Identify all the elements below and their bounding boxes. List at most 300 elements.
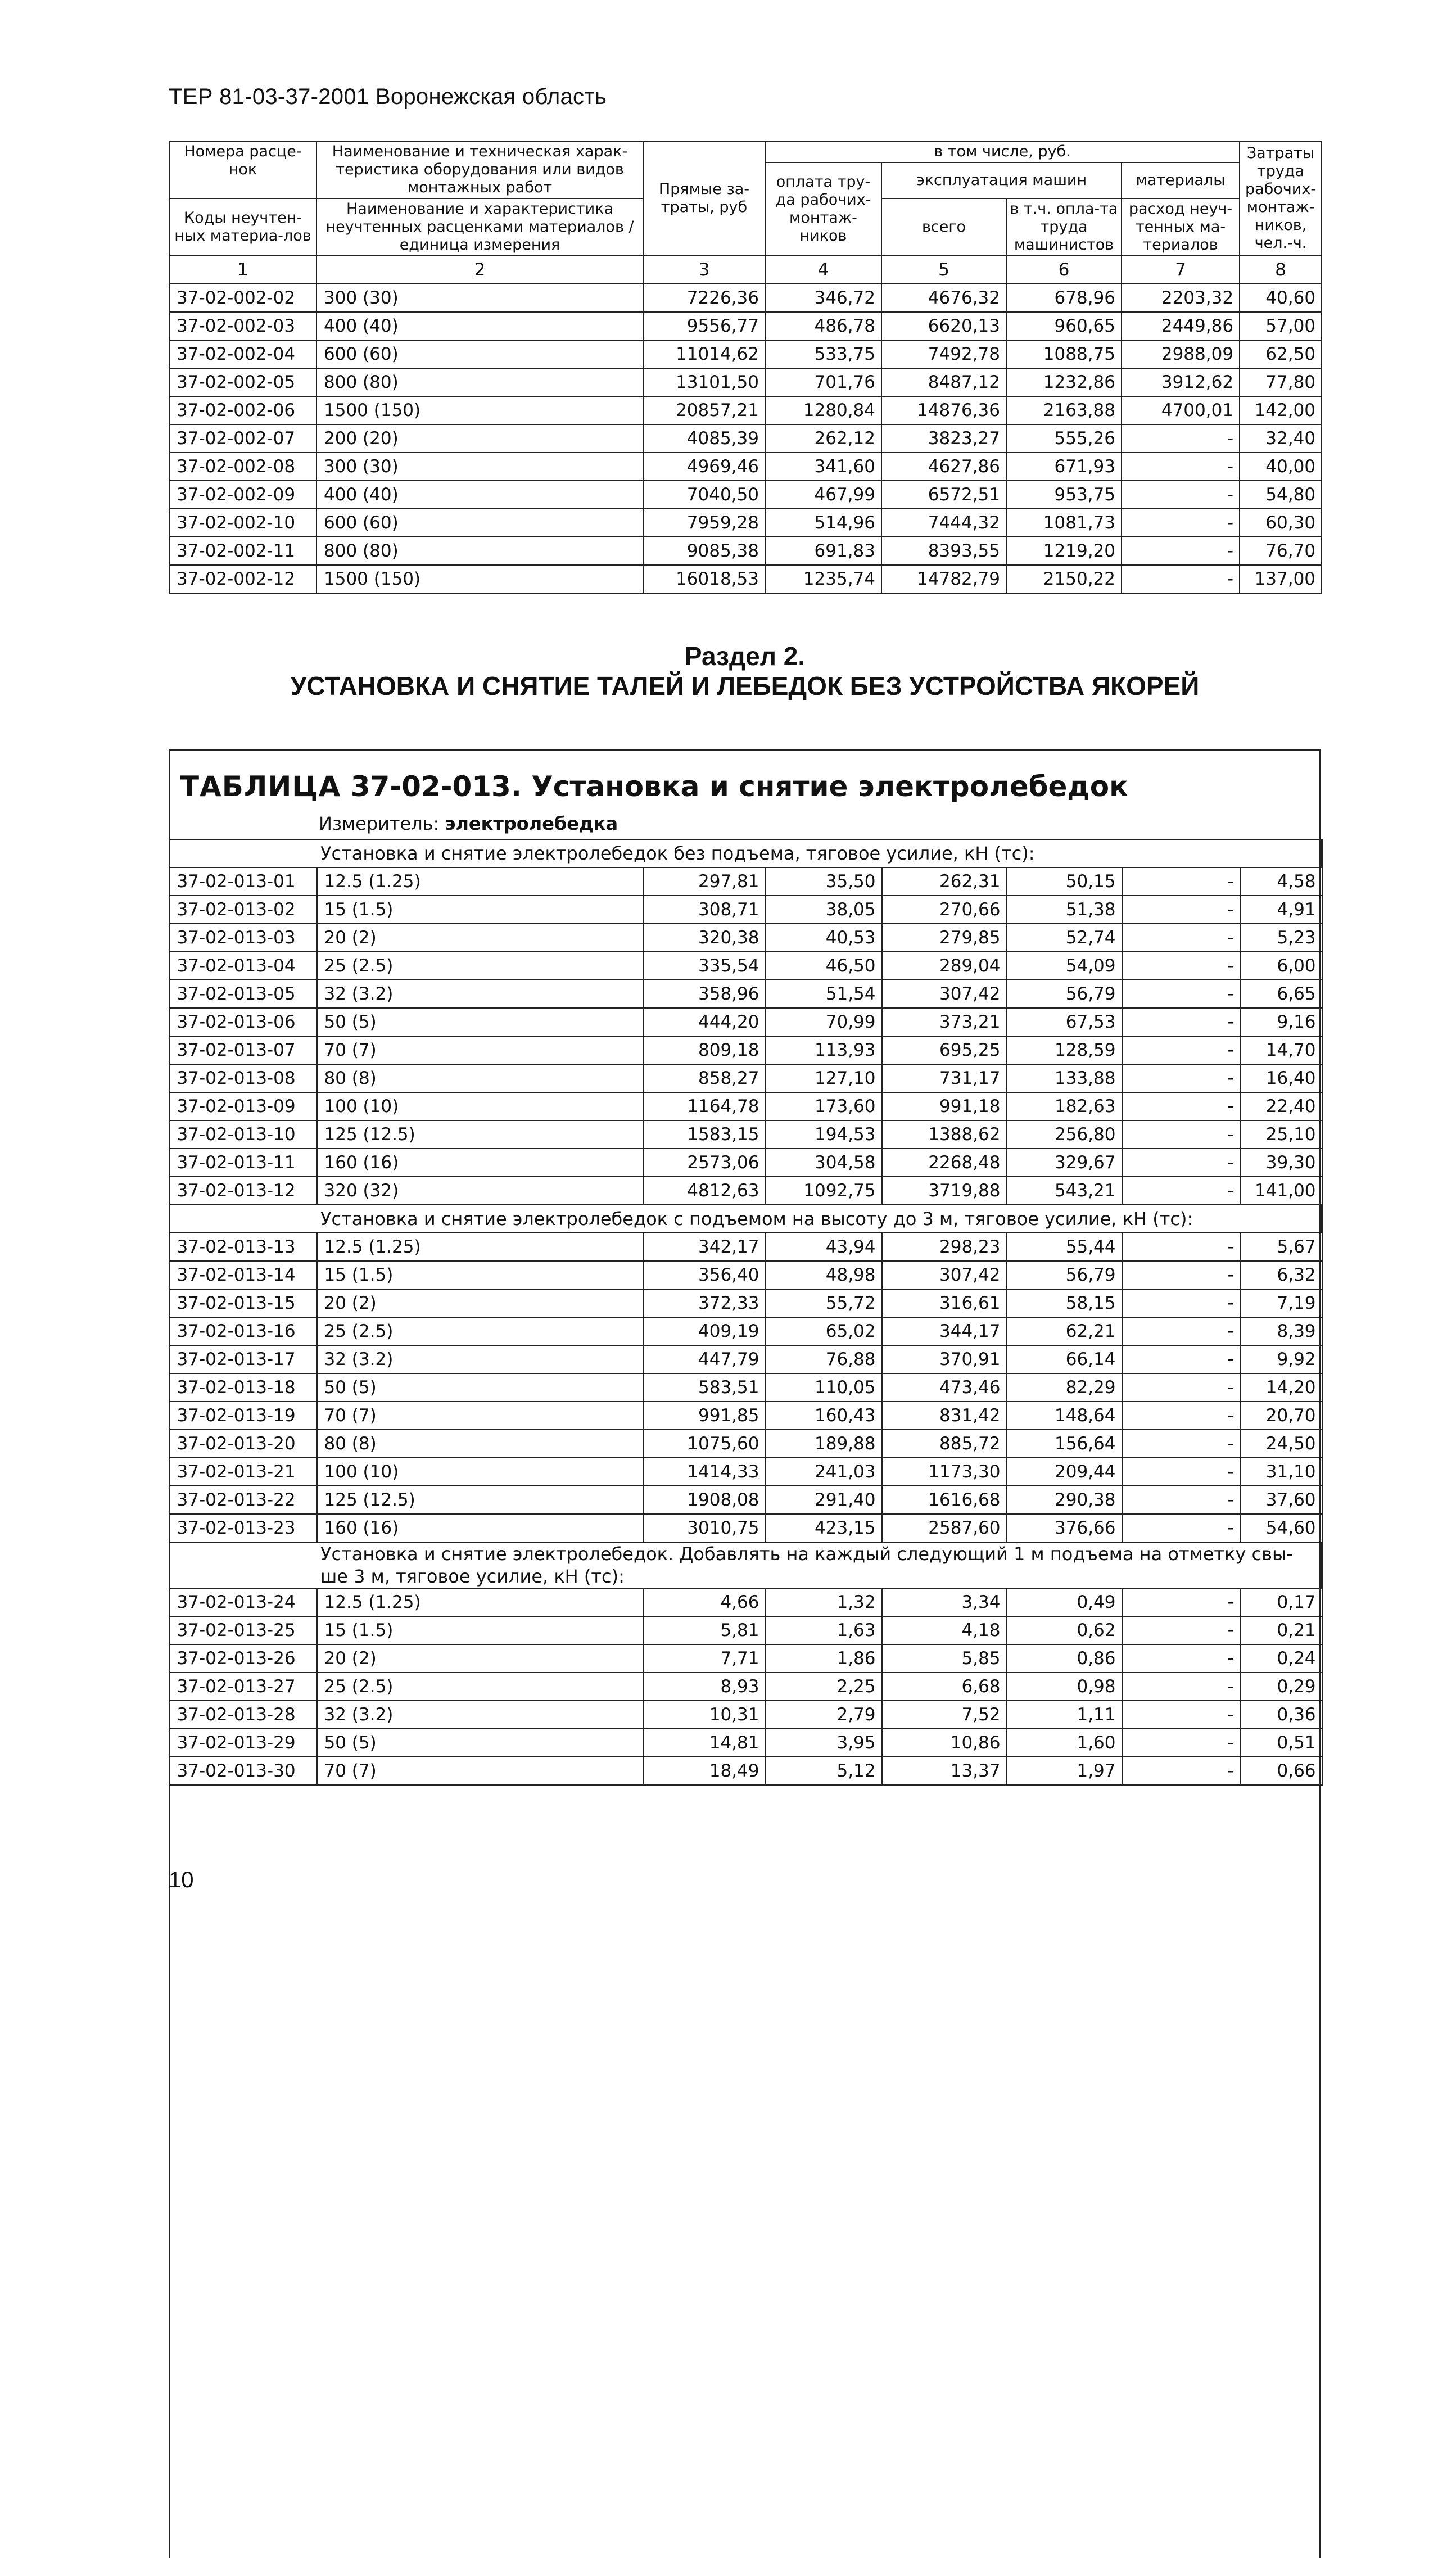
direct-cost-cell: 4,66: [644, 1588, 766, 1616]
direct-cost-cell: 7226,36: [643, 284, 765, 312]
item-name-cell: 15 (1.5): [317, 1616, 644, 1644]
rate-code-cell: 37-02-013-25: [170, 1616, 317, 1644]
machinist-pay-cell: 66,14: [1007, 1345, 1122, 1373]
materials-cost-cell: -: [1122, 1588, 1240, 1616]
labor-cost-cell: 76,88: [766, 1345, 882, 1373]
direct-cost-cell: 9085,38: [643, 537, 765, 565]
labor-hours-cell: 0,29: [1240, 1673, 1322, 1701]
column-number: 2: [316, 256, 643, 284]
item-name-cell: 12.5 (1.25): [317, 1233, 644, 1261]
machines-total-cell: 10,86: [882, 1729, 1007, 1757]
machines-total-cell: 4627,86: [881, 453, 1006, 481]
direct-cost-cell: 991,85: [644, 1402, 766, 1430]
header-material-codes: Коды неучтен-ных материа-лов: [169, 198, 316, 256]
group-header-row: [170, 1205, 1322, 1233]
machinist-pay-cell: 182,63: [1007, 1092, 1122, 1120]
labor-hours-cell: 40,60: [1240, 284, 1322, 312]
item-name-cell: 600 (60): [316, 509, 643, 537]
machinist-pay-cell: 67,53: [1007, 1008, 1122, 1036]
group-title: Установка и снятие электролебедок с подъемом на высоту до 3 м, тяговое усилие, кН (тс):: [170, 1205, 1322, 1233]
labor-hours-cell: 57,00: [1240, 312, 1322, 340]
direct-cost-cell: 2573,06: [644, 1149, 766, 1177]
labor-hours-cell: 141,00: [1240, 1177, 1322, 1205]
labor-hours-cell: 7,19: [1240, 1289, 1322, 1317]
labor-cost-cell: 1280,84: [765, 396, 881, 424]
direct-cost-cell: 11014,62: [643, 340, 765, 368]
rate-code-cell: 37-02-002-11: [169, 537, 316, 565]
labor-cost-cell: 173,60: [766, 1092, 882, 1120]
direct-cost-cell: 447,79: [644, 1345, 766, 1373]
machines-total-cell: 1616,68: [882, 1486, 1007, 1514]
labor-cost-cell: 1235,74: [765, 565, 881, 593]
table-row: [170, 1588, 1322, 1616]
item-name-cell: 125 (12.5): [317, 1120, 644, 1149]
machines-total-cell: 2587,60: [882, 1514, 1007, 1542]
table-row: [170, 1644, 1322, 1673]
labor-hours-cell: 60,30: [1240, 509, 1322, 537]
materials-cost-cell: -: [1122, 1486, 1240, 1514]
labor-hours-cell: 25,10: [1240, 1120, 1322, 1149]
materials-cost-cell: -: [1122, 1317, 1240, 1345]
header-machines: эксплуатация машин: [881, 162, 1122, 198]
direct-cost-cell: 372,33: [644, 1289, 766, 1317]
labor-cost-cell: 5,12: [766, 1757, 882, 1785]
table-row: [170, 1430, 1322, 1458]
table-row: [170, 1402, 1322, 1430]
column-number: 6: [1006, 256, 1122, 284]
machines-total-cell: 6572,51: [881, 481, 1006, 509]
labor-cost-cell: 2,79: [766, 1701, 882, 1729]
labor-cost-cell: 1,63: [766, 1616, 882, 1644]
labor-hours-cell: 24,50: [1240, 1430, 1322, 1458]
column-number: 4: [765, 256, 881, 284]
direct-cost-cell: 320,38: [644, 924, 766, 952]
rate-code-cell: 37-02-013-30: [170, 1757, 317, 1785]
labor-cost-cell: 691,83: [765, 537, 881, 565]
table-row: [169, 453, 1322, 481]
rate-code-cell: 37-02-013-11: [170, 1149, 317, 1177]
materials-cost-cell: -: [1122, 509, 1240, 537]
materials-cost-cell: -: [1122, 1458, 1240, 1486]
labor-hours-cell: 4,58: [1240, 867, 1322, 896]
machinist-pay-cell: 133,88: [1007, 1064, 1122, 1092]
rate-code-cell: 37-02-013-18: [170, 1373, 317, 1402]
machinist-pay-cell: 543,21: [1007, 1177, 1122, 1205]
rate-code-cell: 37-02-013-28: [170, 1701, 317, 1729]
rate-code-cell: 37-02-013-03: [170, 924, 317, 952]
table-row: [170, 1092, 1322, 1120]
machinist-pay-cell: 1088,75: [1006, 340, 1122, 368]
machines-total-cell: 2268,48: [882, 1149, 1007, 1177]
header-machinist-pay: в т.ч. опла-та труда машинистов: [1006, 198, 1122, 256]
table-row: [170, 1514, 1322, 1542]
direct-cost-cell: 356,40: [644, 1261, 766, 1289]
labor-hours-cell: 5,67: [1240, 1233, 1322, 1261]
item-name-cell: 400 (40): [316, 312, 643, 340]
labor-hours-cell: 16,40: [1240, 1064, 1322, 1092]
rate-code-cell: 37-02-002-02: [169, 284, 316, 312]
materials-cost-cell: -: [1122, 1673, 1240, 1701]
machinist-pay-cell: 1081,73: [1006, 509, 1122, 537]
rate-code-cell: 37-02-002-06: [169, 396, 316, 424]
machinist-pay-cell: 209,44: [1007, 1458, 1122, 1486]
materials-cost-cell: -: [1122, 1345, 1240, 1373]
machinist-pay-cell: 1,60: [1007, 1729, 1122, 1757]
materials-cost-cell: -: [1122, 1036, 1240, 1064]
item-name-cell: 25 (2.5): [317, 1317, 644, 1345]
direct-cost-cell: 7,71: [644, 1644, 766, 1673]
table-row: [170, 1757, 1322, 1785]
labor-hours-cell: 32,40: [1240, 424, 1322, 453]
item-name-cell: 100 (10): [317, 1092, 644, 1120]
machinist-pay-cell: 51,38: [1007, 896, 1122, 924]
labor-hours-cell: 77,80: [1240, 368, 1322, 396]
table-row: [170, 896, 1322, 924]
table-caption: [180, 770, 1128, 803]
materials-cost-cell: -: [1122, 1430, 1240, 1458]
labor-hours-cell: 6,65: [1240, 980, 1322, 1008]
unit-label: Измеритель:: [319, 813, 440, 834]
labor-hours-cell: 14,70: [1240, 1036, 1322, 1064]
materials-cost-cell: -: [1122, 1373, 1240, 1402]
rate-code-cell: 37-02-013-16: [170, 1317, 317, 1345]
rate-code-cell: 37-02-013-24: [170, 1588, 317, 1616]
item-name-cell: 320 (32): [317, 1177, 644, 1205]
direct-cost-cell: 358,96: [644, 980, 766, 1008]
rate-code-cell: 37-02-013-05: [170, 980, 317, 1008]
table-row: [170, 1701, 1322, 1729]
materials-cost-cell: -: [1122, 1008, 1240, 1036]
labor-cost-cell: 43,94: [766, 1233, 882, 1261]
rate-code-cell: 37-02-002-09: [169, 481, 316, 509]
materials-cost-cell: -: [1122, 1261, 1240, 1289]
machines-total-cell: 7,52: [882, 1701, 1007, 1729]
labor-hours-cell: 54,80: [1240, 481, 1322, 509]
machinist-pay-cell: 52,74: [1007, 924, 1122, 952]
labor-hours-cell: 37,60: [1240, 1486, 1322, 1514]
machines-total-cell: 3719,88: [882, 1177, 1007, 1205]
materials-cost-cell: -: [1122, 1514, 1240, 1542]
machinist-pay-cell: 1232,86: [1006, 368, 1122, 396]
labor-hours-cell: 0,51: [1240, 1729, 1322, 1757]
materials-cost-cell: -: [1122, 1757, 1240, 1785]
machinist-pay-cell: 0,49: [1007, 1588, 1122, 1616]
rate-code-cell: 37-02-013-02: [170, 896, 317, 924]
table-row: [170, 867, 1322, 896]
labor-cost-cell: 194,53: [766, 1120, 882, 1149]
table-row: [170, 1064, 1322, 1092]
materials-cost-cell: -: [1122, 1289, 1240, 1317]
labor-cost-cell: 38,05: [766, 896, 882, 924]
header-unaccounted-materials: расход неуч-тенных ма-териалов: [1122, 198, 1240, 256]
machinist-pay-cell: 671,93: [1006, 453, 1122, 481]
direct-cost-cell: 7959,28: [643, 509, 765, 537]
section-label: Раздел 2.: [684, 641, 806, 671]
rate-code-cell: 37-02-013-26: [170, 1644, 317, 1673]
rates-table-37-02-002: [169, 141, 1322, 594]
materials-cost-cell: -: [1122, 481, 1240, 509]
direct-cost-cell: 409,19: [644, 1317, 766, 1345]
rate-code-cell: 37-02-013-08: [170, 1064, 317, 1092]
item-name-cell: 200 (20): [316, 424, 643, 453]
materials-cost-cell: -: [1122, 980, 1240, 1008]
direct-cost-cell: 20857,21: [643, 396, 765, 424]
rate-code-cell: 37-02-002-12: [169, 565, 316, 593]
labor-hours-cell: 5,23: [1240, 924, 1322, 952]
table-row: [169, 537, 1322, 565]
machines-total-cell: 262,31: [882, 867, 1007, 896]
machines-total-cell: 695,25: [882, 1036, 1007, 1064]
item-name-cell: 15 (1.5): [317, 896, 644, 924]
materials-cost-cell: -: [1122, 565, 1240, 593]
rate-code-cell: 37-02-013-17: [170, 1345, 317, 1373]
item-name-cell: 160 (16): [317, 1149, 644, 1177]
machinist-pay-cell: 1,11: [1007, 1701, 1122, 1729]
direct-cost-cell: 5,81: [644, 1616, 766, 1644]
table-row: [169, 284, 1322, 312]
labor-hours-cell: 62,50: [1240, 340, 1322, 368]
group-header-row: [170, 1542, 1322, 1588]
labor-hours-cell: 0,21: [1240, 1616, 1322, 1644]
labor-hours-cell: 9,92: [1240, 1345, 1322, 1373]
item-name-cell: 800 (80): [316, 537, 643, 565]
rate-code-cell: 37-02-002-04: [169, 340, 316, 368]
direct-cost-cell: 14,81: [644, 1729, 766, 1757]
labor-cost-cell: 1092,75: [766, 1177, 882, 1205]
item-name-cell: 25 (2.5): [317, 1673, 644, 1701]
machines-total-cell: 6,68: [882, 1673, 1007, 1701]
table-row: [170, 924, 1322, 952]
rate-code-cell: 37-02-013-22: [170, 1486, 317, 1514]
machinist-pay-cell: 2150,22: [1006, 565, 1122, 593]
section-title: УСТАНОВКА И СНЯТИЕ ТАЛЕЙ И ЛЕБЕДОК БЕЗ УСТРОЙСТВА ЯКОРЕЙ: [290, 671, 1200, 700]
machines-total-cell: 3,34: [882, 1588, 1007, 1616]
labor-hours-cell: 9,16: [1240, 1008, 1322, 1036]
labor-cost-cell: 423,15: [766, 1514, 882, 1542]
header-name: Наименование и техническая харак-теристика оборудования или видов монтажных работ: [316, 141, 643, 198]
column-number: 8: [1240, 256, 1322, 284]
machines-total-cell: 831,42: [882, 1402, 1007, 1430]
item-name-cell: 50 (5): [317, 1008, 644, 1036]
materials-cost-cell: -: [1122, 1092, 1240, 1120]
labor-hours-cell: 31,10: [1240, 1458, 1322, 1486]
direct-cost-cell: 342,17: [644, 1233, 766, 1261]
labor-cost-cell: 70,99: [766, 1008, 882, 1036]
materials-cost-cell: -: [1122, 537, 1240, 565]
item-name-cell: 70 (7): [317, 1036, 644, 1064]
column-number: 5: [881, 256, 1006, 284]
machines-total-cell: 991,18: [882, 1092, 1007, 1120]
labor-hours-cell: 76,70: [1240, 537, 1322, 565]
labor-cost-cell: 1,86: [766, 1644, 882, 1673]
machines-total-cell: 1173,30: [882, 1458, 1007, 1486]
materials-cost-cell: 4700,01: [1122, 396, 1240, 424]
materials-cost-cell: -: [1122, 1149, 1240, 1177]
item-name-cell: 400 (40): [316, 481, 643, 509]
labor-hours-cell: 8,39: [1240, 1317, 1322, 1345]
machines-total-cell: 4,18: [882, 1616, 1007, 1644]
table-row: [170, 1616, 1322, 1644]
rate-code-cell: 37-02-013-01: [170, 867, 317, 896]
machinist-pay-cell: 0,86: [1007, 1644, 1122, 1673]
header-material-names: Наименование и характеристика неучтенных расценками материалов / единица измерения: [316, 198, 643, 256]
direct-cost-cell: 3010,75: [644, 1514, 766, 1542]
rate-code-cell: 37-02-013-04: [170, 952, 317, 980]
machines-total-cell: 370,91: [882, 1345, 1007, 1373]
item-name-cell: 300 (30): [316, 453, 643, 481]
labor-cost-cell: 35,50: [766, 867, 882, 896]
labor-cost-cell: 40,53: [766, 924, 882, 952]
header-rate-numbers: Номера расце-нок: [169, 141, 316, 198]
labor-hours-cell: 0,17: [1240, 1588, 1322, 1616]
item-name-cell: 20 (2): [317, 924, 644, 952]
labor-hours-cell: 22,40: [1240, 1092, 1322, 1120]
table-row: [169, 340, 1322, 368]
machines-total-cell: 731,17: [882, 1064, 1007, 1092]
labor-cost-cell: 51,54: [766, 980, 882, 1008]
rate-code-cell: 37-02-013-23: [170, 1514, 317, 1542]
labor-hours-cell: 0,66: [1240, 1757, 1322, 1785]
rate-code-cell: 37-02-013-15: [170, 1289, 317, 1317]
labor-cost-cell: 2,25: [766, 1673, 882, 1701]
machinist-pay-cell: 256,80: [1007, 1120, 1122, 1149]
labor-cost-cell: 110,05: [766, 1373, 882, 1402]
direct-cost-cell: 1164,78: [644, 1092, 766, 1120]
rate-code-cell: 37-02-002-07: [169, 424, 316, 453]
direct-cost-cell: 4969,46: [643, 453, 765, 481]
direct-cost-cell: 8,93: [644, 1673, 766, 1701]
table-row: [170, 1261, 1322, 1289]
table-row: [169, 312, 1322, 340]
labor-hours-cell: 142,00: [1240, 396, 1322, 424]
labor-cost-cell: 701,76: [765, 368, 881, 396]
machinist-pay-cell: 148,64: [1007, 1402, 1122, 1430]
machinist-pay-cell: 290,38: [1007, 1486, 1122, 1514]
labor-cost-cell: 241,03: [766, 1458, 882, 1486]
machinist-pay-cell: 50,15: [1007, 867, 1122, 896]
materials-cost-cell: 2203,32: [1122, 284, 1240, 312]
labor-cost-cell: 1,32: [766, 1588, 882, 1616]
table-row: [170, 1120, 1322, 1149]
machinist-pay-cell: 62,21: [1007, 1317, 1122, 1345]
materials-cost-cell: -: [1122, 896, 1240, 924]
item-name-cell: 12.5 (1.25): [317, 1588, 644, 1616]
direct-cost-cell: 18,49: [644, 1757, 766, 1785]
materials-cost-cell: -: [1122, 1644, 1240, 1673]
materials-cost-cell: -: [1122, 1064, 1240, 1092]
direct-cost-cell: 1908,08: [644, 1486, 766, 1514]
machines-total-cell: 373,21: [882, 1008, 1007, 1036]
direct-cost-cell: 4085,39: [643, 424, 765, 453]
labor-hours-cell: 137,00: [1240, 565, 1322, 593]
labor-cost-cell: 48,98: [766, 1261, 882, 1289]
machines-total-cell: 8393,55: [881, 537, 1006, 565]
group-title: Установка и снятие электролебедок. Добавлять на каждый следующий 1 м подъема на отметку свы-ше 3 м, тяговое усилие, кН (тс):: [170, 1542, 1322, 1588]
machines-total-cell: 279,85: [882, 924, 1007, 952]
item-name-cell: 300 (30): [316, 284, 643, 312]
item-name-cell: 15 (1.5): [317, 1261, 644, 1289]
labor-hours-cell: 0,24: [1240, 1644, 1322, 1673]
machinist-pay-cell: 58,15: [1007, 1289, 1122, 1317]
machines-total-cell: 473,46: [882, 1373, 1007, 1402]
rate-code-cell: 37-02-013-29: [170, 1729, 317, 1757]
machinist-pay-cell: 56,79: [1007, 980, 1122, 1008]
machinist-pay-cell: 0,62: [1007, 1616, 1122, 1644]
labor-cost-cell: 127,10: [766, 1064, 882, 1092]
direct-cost-cell: 308,71: [644, 896, 766, 924]
table-row: [169, 368, 1322, 396]
document-header: ТЕР 81-03-37-2001 Воронежская область: [169, 84, 607, 109]
rate-code-cell: 37-02-002-05: [169, 368, 316, 396]
table-row: [170, 1008, 1322, 1036]
labor-cost-cell: 467,99: [765, 481, 881, 509]
table-row: [170, 1233, 1322, 1261]
machinist-pay-cell: 55,44: [1007, 1233, 1122, 1261]
column-number: 1: [169, 256, 316, 284]
labor-hours-cell: 20,70: [1240, 1402, 1322, 1430]
item-name-cell: 125 (12.5): [317, 1486, 644, 1514]
machines-total-cell: 307,42: [882, 980, 1007, 1008]
materials-cost-cell: -: [1122, 1402, 1240, 1430]
table-row: [170, 1373, 1322, 1402]
item-name-cell: 1500 (150): [316, 565, 643, 593]
rate-code-cell: 37-02-013-13: [170, 1233, 317, 1261]
unit-value: электролебедка: [445, 813, 618, 834]
direct-cost-cell: 1075,60: [644, 1430, 766, 1458]
item-name-cell: 80 (8): [317, 1430, 644, 1458]
item-name-cell: 70 (7): [317, 1757, 644, 1785]
table-row: [169, 424, 1322, 453]
labor-hours-cell: 54,60: [1240, 1514, 1322, 1542]
direct-cost-cell: 583,51: [644, 1373, 766, 1402]
labor-hours-cell: 4,91: [1240, 896, 1322, 924]
materials-cost-cell: -: [1122, 1120, 1240, 1149]
machines-total-cell: 3823,27: [881, 424, 1006, 453]
rate-code-cell: 37-02-013-21: [170, 1458, 317, 1486]
machines-total-cell: 6620,13: [881, 312, 1006, 340]
machines-total-cell: 307,42: [882, 1261, 1007, 1289]
rate-code-cell: 37-02-013-09: [170, 1092, 317, 1120]
direct-cost-cell: 297,81: [644, 867, 766, 896]
table-row: [170, 1036, 1322, 1064]
machinist-pay-cell: 678,96: [1006, 284, 1122, 312]
materials-cost-cell: -: [1122, 1233, 1240, 1261]
column-numbers-row: [169, 256, 1322, 284]
labor-cost-cell: 486,78: [765, 312, 881, 340]
group-header-row: [170, 839, 1322, 867]
machines-total-cell: 8487,12: [881, 368, 1006, 396]
direct-cost-cell: 809,18: [644, 1036, 766, 1064]
item-name-cell: 70 (7): [317, 1402, 644, 1430]
rate-code-cell: 37-02-002-10: [169, 509, 316, 537]
machines-total-cell: 5,85: [882, 1644, 1007, 1673]
direct-cost-cell: 335,54: [644, 952, 766, 980]
machinist-pay-cell: 82,29: [1007, 1373, 1122, 1402]
column-number: 7: [1122, 256, 1240, 284]
machinist-pay-cell: 128,59: [1007, 1036, 1122, 1064]
table-row: [170, 952, 1322, 980]
table-row: [170, 980, 1322, 1008]
machinist-pay-cell: 555,26: [1006, 424, 1122, 453]
machinist-pay-cell: 960,65: [1006, 312, 1122, 340]
item-name-cell: 100 (10): [317, 1458, 644, 1486]
direct-cost-cell: 4812,63: [644, 1177, 766, 1205]
machines-total-cell: 13,37: [882, 1757, 1007, 1785]
rate-code-cell: 37-02-013-20: [170, 1430, 317, 1458]
table-row: [170, 1486, 1322, 1514]
table-caption-word: ТАБЛИЦА: [180, 770, 341, 803]
rates-table-37-02-013: [169, 839, 1323, 1786]
